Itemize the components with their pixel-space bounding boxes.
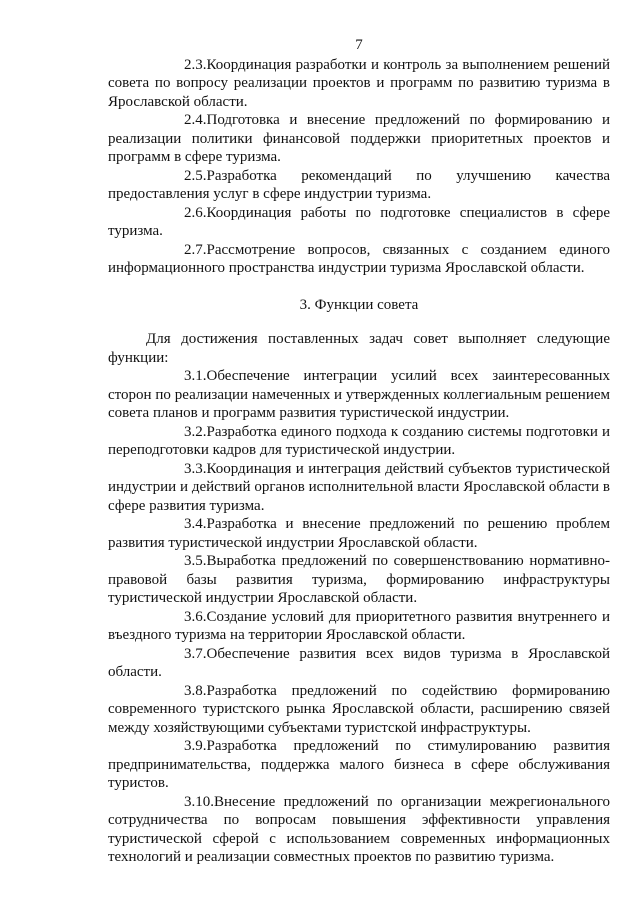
list-item (108, 737, 610, 793)
item-text: Рассмотрение вопросов, связанных с созданием единого информационного пространства индустрии туризма Ярославской области. (108, 241, 610, 276)
list-item (108, 56, 610, 112)
list-item (108, 204, 610, 241)
list-item (108, 682, 610, 738)
item-number: 3.8. (184, 682, 207, 699)
section-title: 3. Функции совета (299, 296, 419, 313)
item-number: 3.10. (184, 793, 214, 810)
functions-list (108, 367, 610, 867)
list-item (108, 111, 610, 167)
item-text: Разработка рекомендаций по улучшению качества предоставления услуг в сфере индустрии туризма. (108, 167, 610, 202)
item-text: Разработка предложений по стимулированию развития предпринимательства, поддержка малого бизнеса в сфере обслуживания туристов. (108, 738, 610, 791)
item-text: Координация разработки и контроль за выполнением решений совета по вопросу реализации проектов и программ по развитию туризма в Ярославской области. (108, 56, 610, 110)
item-text: Внесение предложений по организации межрегионального сотрудничества по вопросам повышения эффективности управления туристической сферой с использованием современных информационных технологий и реализации совместных проектов по развитию туризма. (108, 793, 610, 865)
list-item (108, 423, 610, 460)
item-number: 3.3. (184, 460, 207, 477)
page-number: 7 (355, 37, 363, 53)
item-text: Координация и интеграция действий субъектов туристической индустрии и действий органов исполнительной власти Ярославской области в сфере развития туризма. (108, 460, 610, 514)
item-number: 2.6. (184, 204, 207, 221)
item-text: Создание условий для приоритетного развития внутреннего и въездного туризма на территории Ярославской области. (108, 608, 610, 643)
list-item (108, 608, 610, 645)
item-number: 3.2. (184, 423, 207, 440)
item-text: Подготовка и внесение предложений по формированию и реализации политики финансовой поддержки приоритетных проектов и программ в сфере туризма. (108, 112, 610, 165)
item-text: Выработка предложений по совершенствованию нормативно-правовой базы развития туризма, формированию инфраструктуры туристической индустрии Ярославской области. (108, 553, 610, 606)
item-number: 3.9. (184, 738, 207, 754)
item-number: 3.6. (184, 608, 207, 625)
item-text: Координация работы по подготовке специалистов в сфере туризма. (108, 204, 610, 239)
list-item (108, 552, 610, 608)
section-2-list (108, 56, 610, 278)
item-number: 3.5. (184, 553, 207, 569)
item-number: 2.5. (184, 167, 207, 184)
item-number: 3.7. (184, 645, 207, 662)
list-item (108, 241, 610, 278)
list-item (108, 793, 610, 867)
item-text: Обеспечение развития всех видов туризма в Ярославской области. (108, 645, 610, 680)
item-number: 2.3. (184, 56, 207, 73)
item-number: 3.4. (184, 516, 207, 532)
item-number: 2.7. (184, 241, 207, 258)
list-item (108, 167, 610, 204)
item-number: 3.1. (184, 368, 207, 384)
list-item (108, 367, 610, 423)
item-number: 2.4. (184, 112, 207, 128)
list-item (108, 515, 610, 552)
item-text: Обеспечение интеграции усилий всех заинтересованных сторон по реализации намеченных и утвержденных коллегиальным решением совета планов и программ развития туристической индустрии. (108, 368, 610, 421)
document-page (108, 36, 610, 867)
list-item (108, 460, 610, 516)
item-text: Разработка единого подхода к созданию системы подготовки и переподготовки кадров для туристической индустрии. (108, 423, 610, 458)
item-text: Разработка предложений по содействию формированию современного туристского рынка Ярославской области, расширению связей между хозяйствующими субъектами туристской инфраструктуры. (108, 682, 610, 736)
item-text: Разработка и внесение предложений по решению проблем развития туристической индустрии Ярославской области. (108, 516, 610, 551)
intro-paragraph: Для достижения поставленных задач совет выполняет следующие функции: (108, 331, 610, 366)
list-item (108, 645, 610, 682)
